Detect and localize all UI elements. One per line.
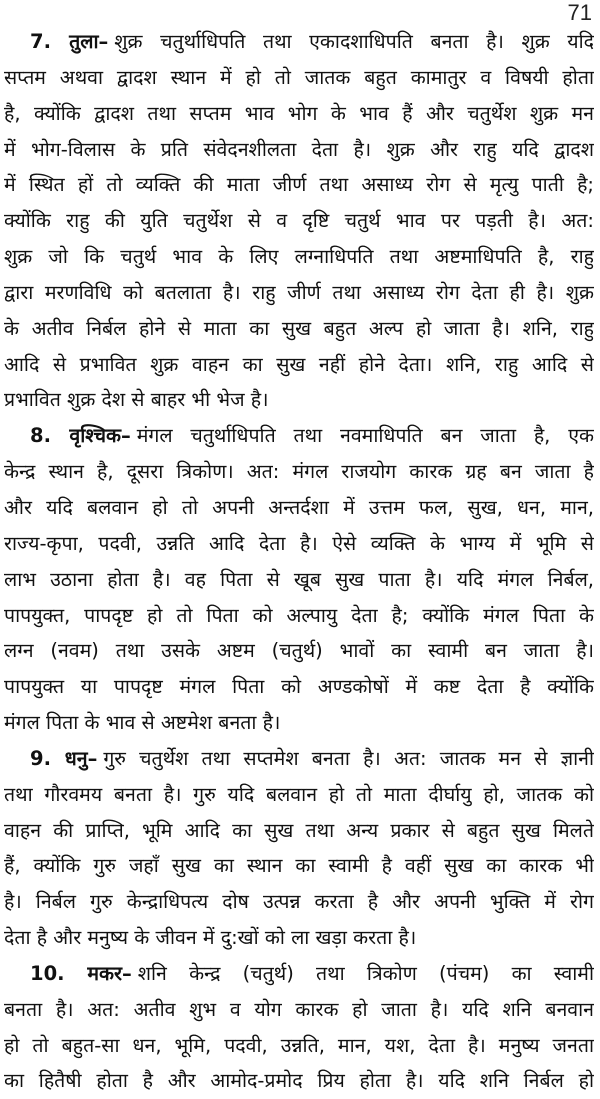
section-label: 8. वृश्चिक– [30,424,131,448]
line-text: शुक्र जो कि चतुर्थ भाव के लिए लग्नाधिपति तथा अष्टमाधिपति है, राहु [4,245,594,269]
text-line [4,813,594,849]
line-text: शुक्र चतुर्थाधिपति तथा एकादशाधिपति बनता है। शुक्र यदि [114,30,594,53]
page-number: 71 [567,0,592,25]
section-heading-line [4,741,594,777]
text-line [4,1028,594,1064]
text-line [4,598,594,634]
text-line [4,454,594,490]
line-text: और यदि बलवान हो तो अपनी अन्तर्दशा में उत्तम फल, सुख, धन, मान, [4,495,594,519]
line-text: पापयुक्त, पापदृष्ट हो तो पिता को अल्पायु देता है; क्योंकि मंगल पिता के [4,603,594,627]
text-line [4,669,594,705]
text-line [4,60,594,96]
line-text: मंगल चतुर्थाधिपति तथा नवमाधिपति बन जाता है, एक [136,424,594,448]
line-text: क्योंकि राहु की युति चतुर्थेश से व दृष्टि चतुर्थ भाव पर पड़ती है। अत: [4,209,594,233]
section-heading-line [4,956,594,992]
section-label: 9. धनु– [30,746,98,770]
text-line [4,992,594,1028]
line-text: में स्थित हों तो व्यक्ति की माता जीर्ण तथा असाध्य रोग से मृत्यु पाती है; [4,173,594,197]
line-text: में भोग-विलास के प्रति संवेदनशीलता देता है। शुक्र और राहु यदि द्वादश [4,137,594,161]
text-line [4,347,594,383]
line-text: का हितैषी होता है और आमोद-प्रमोद प्रिय होता है। यदि शनि निर्बल हो [4,1069,594,1093]
line-text: के अतीव निर्बल होने से माता का सुख बहुत अल्प हो जाता है। शनि, राहु [4,316,594,340]
line-text: सप्तम अथवा द्वादश स्थान में हो तो जातक बहुत कामातुर व विषयी होता [4,65,594,89]
line-text: मंगल पिता के भाव से अष्टमेश बनता है। [4,711,281,735]
text-line [4,132,594,168]
line-text: हैं, क्योंकि गुरु जहाँ सुख का स्थान का स्वामी है वहीं सुख का कारक भी [4,854,594,878]
line-text: प्रभावित शुक्र देश से बाहर भी भेज है। [4,388,269,412]
line-text: गुरु चतुर्थेश तथा सप्तमेश बनता है। अत: जातक मन से ज्ञानी [103,746,594,770]
line-text: आदि से प्रभावित शुक्र वाहन का सुख नहीं होने देता। शनि, राहु आदि से [4,352,594,376]
text-line [4,275,594,311]
line-text: केन्द्र स्थान है, दूसरा त्रिकोण। अत: मंगल राजयोग कारक ग्रह बन जाता है [4,460,594,484]
text-line [4,884,594,920]
section-label: 10. मकर– [30,961,132,985]
text-line [4,562,594,598]
text-line [4,311,594,347]
section-heading-line [4,418,594,454]
text-line [4,382,594,418]
line-text: राज्य-कृपा, पदवी, उन्नति आदि देता है। ऐसे व्यक्ति के भाग्य में भूमि से [4,531,594,555]
line-text: बनता है। अत: अतीव शुभ व योग कारक हो जाता है। यदि शनि बनवान [4,997,594,1021]
line-text: हो तो बहुत-सा धन, भूमि, पदवी, उन्नति, मान, यश, देता है। मनुष्य जनता [4,1033,594,1057]
text-line [4,1063,594,1099]
line-text: है, क्योंकि द्वादश तथा सप्तम भाव भोग के भाव हैं और चतुर्थेश शुक्र मन [4,101,594,125]
text-line [4,777,594,813]
line-text: देता है और मनुष्य के जीवन में दु:खों को ला खड़ा करता है। [4,926,417,950]
line-text: लग्न (नवम) तथा उसके अष्टम (चतुर्थ) भावों का स्वामी बन जाता है। [4,639,594,663]
line-text: है। निर्बल गुरु केन्द्राधिपत्य दोष उत्पन्न करता है और अपनी भुक्ति में रोग [4,890,594,914]
text-line [4,705,594,741]
line-text: तथा गौरवमय बनता है। गुरु यदि बलवान हो तो माता दीर्घायु हो, जातक को [4,782,594,806]
text-line [4,167,594,203]
body-text [4,24,594,1099]
section-label: 7. तुला– [30,30,109,53]
text-line [4,490,594,526]
line-text: वाहन की प्राप्ति, भूमि आदि का सुख तथा अन्य प्रकार से बहुत सुख मिलते [4,818,594,842]
text-line [4,848,594,884]
text-line [4,920,594,956]
line-text: लाभ उठाना होता है। वह पिता से खूब सुख पाता है। यदि मंगल निर्बल, [4,567,594,591]
section-heading-line [4,24,594,60]
text-line [4,96,594,132]
line-text: द्वारा मरणविधि को बतलाता है। राहु जीर्ण तथा असाध्य रोग देता ही है। शुक्र [4,280,594,304]
text-line [4,239,594,275]
text-line [4,526,594,562]
line-text: पापयुक्त या पापदृष्ट मंगल पिता को अण्डकोषों में कष्ट देता है क्योंकि [4,675,594,699]
text-line [4,633,594,669]
text-line [4,203,594,239]
line-text: शनि केन्द्र (चतुर्थ) तथा त्रिकोण (पंचम) का स्वामी [137,961,594,985]
